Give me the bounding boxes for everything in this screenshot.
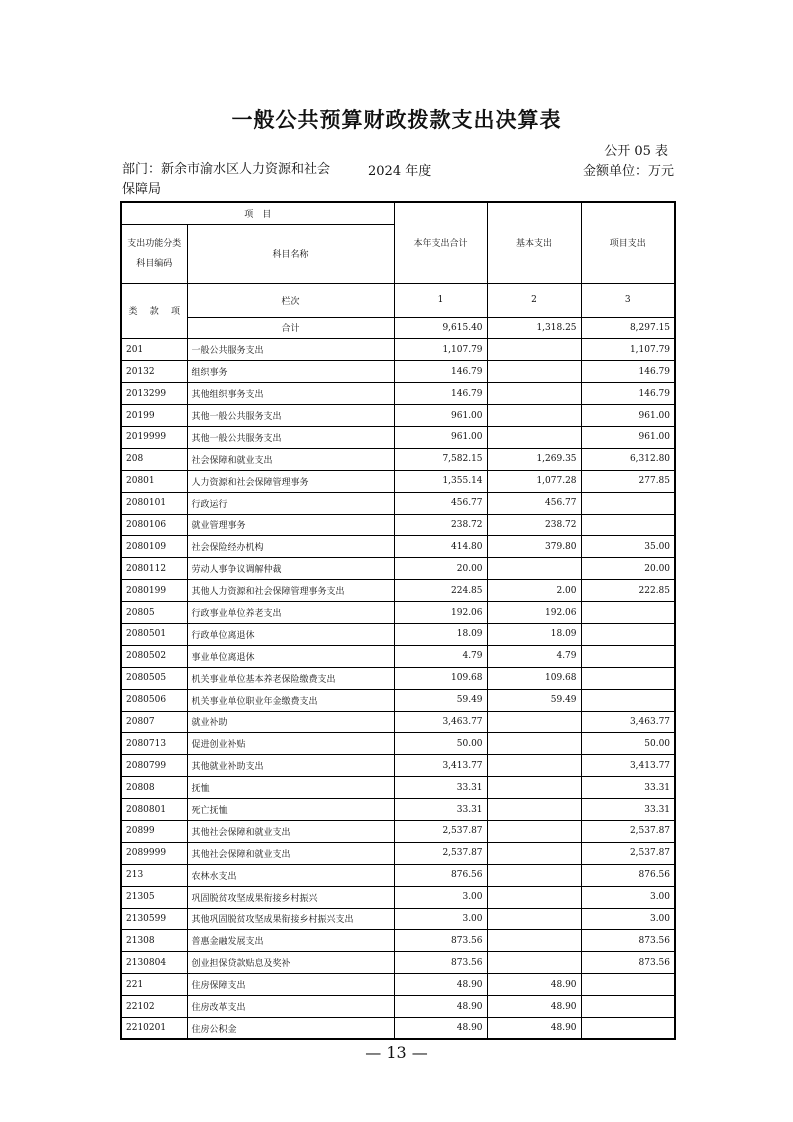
total-cell: 3.00: [394, 886, 487, 908]
name-cell: 机关事业单位基本养老保险缴费支出: [187, 667, 394, 689]
code-cell: 2089999: [121, 842, 187, 864]
code-cell: 2130804: [121, 952, 187, 974]
total-cell: 18.09: [394, 623, 487, 645]
project-cell: 277.85: [581, 470, 675, 492]
total-basic: 1,318.25: [487, 317, 581, 339]
name-cell: 机关事业单位职业年金缴费支出: [187, 689, 394, 711]
code-cell: 208: [121, 448, 187, 470]
code-cell: 20801: [121, 470, 187, 492]
table-row: [121, 426, 675, 448]
code-cell: 20805: [121, 602, 187, 624]
project-cell: 33.31: [581, 777, 675, 799]
code-cell: 2080501: [121, 623, 187, 645]
table-row: [121, 514, 675, 536]
table-row: [121, 755, 675, 777]
total-cell: 20.00: [394, 558, 487, 580]
name-cell: 住房改革支出: [187, 996, 394, 1018]
unit-label: 金额单位：万元: [582, 164, 674, 179]
year-label: 2024 年度: [368, 164, 432, 179]
code-cell: 20899: [121, 820, 187, 842]
total-cell: 3,463.77: [394, 711, 487, 733]
project-cell: 873.56: [581, 930, 675, 952]
basic-cell: 238.72: [487, 514, 581, 536]
name-cell: 其他社会保障和就业支出: [187, 820, 394, 842]
table-row: [121, 820, 675, 842]
total-cell: 33.31: [394, 799, 487, 821]
table-meta: [122, 160, 674, 200]
name-cell: 事业单位离退休: [187, 645, 394, 667]
project-cell: 6,312.80: [581, 448, 675, 470]
table-row: [121, 777, 675, 799]
total-cell: 1,355.14: [394, 470, 487, 492]
project-cell: 35.00: [581, 536, 675, 558]
header-index-3: 3: [581, 283, 675, 317]
project-cell: 20.00: [581, 558, 675, 580]
table-row: [121, 996, 675, 1018]
total-cell: 48.90: [394, 996, 487, 1018]
project-cell: [581, 974, 675, 996]
basic-cell: 48.90: [487, 974, 581, 996]
basic-cell: 1,077.28: [487, 470, 581, 492]
table-row: [121, 974, 675, 996]
table-row: [121, 645, 675, 667]
project-cell: 146.79: [581, 361, 675, 383]
basic-cell: 59.49: [487, 689, 581, 711]
table-row: [121, 602, 675, 624]
basic-cell: 192.06: [487, 602, 581, 624]
name-cell: 就业管理事务: [187, 514, 394, 536]
code-cell: 2019999: [121, 426, 187, 448]
table-row: [121, 864, 675, 886]
total-cell: 4.79: [394, 645, 487, 667]
basic-cell: [487, 842, 581, 864]
name-cell: 其他人力资源和社会保障管理事务支出: [187, 580, 394, 602]
header-index-2: 2: [487, 283, 581, 317]
project-cell: 222.85: [581, 580, 675, 602]
project-cell: 873.56: [581, 952, 675, 974]
code-cell: 22102: [121, 996, 187, 1018]
basic-cell: [487, 952, 581, 974]
expenditure-table: [120, 201, 676, 1040]
basic-cell: 379.80: [487, 536, 581, 558]
total-cell: 414.80: [394, 536, 487, 558]
project-cell: 961.00: [581, 405, 675, 427]
code-cell: 21305: [121, 886, 187, 908]
project-cell: [581, 667, 675, 689]
name-cell: 住房公积金: [187, 1018, 394, 1040]
name-cell: 行政事业单位养老支出: [187, 602, 394, 624]
project-cell: [581, 514, 675, 536]
name-cell: 人力资源和社会保障管理事务: [187, 470, 394, 492]
name-cell: 巩固脱贫攻坚成果衔接乡村振兴: [187, 886, 394, 908]
name-cell: 抚恤: [187, 777, 394, 799]
total-cell: 146.79: [394, 361, 487, 383]
total-cell: 873.56: [394, 930, 487, 952]
project-cell: [581, 492, 675, 514]
total-cell: 109.68: [394, 667, 487, 689]
total-cell: 224.85: [394, 580, 487, 602]
project-cell: 3.00: [581, 886, 675, 908]
code-cell: 2080799: [121, 755, 187, 777]
code-cell: 2080713: [121, 733, 187, 755]
project-cell: [581, 602, 675, 624]
table-row: [121, 405, 675, 427]
header-xiang: 项: [171, 307, 181, 318]
total-cell: 7,582.15: [394, 448, 487, 470]
basic-cell: [487, 799, 581, 821]
name-cell: 住房保障支出: [187, 974, 394, 996]
project-cell: [581, 623, 675, 645]
table-row: [121, 623, 675, 645]
total-cell: 48.90: [394, 1018, 487, 1040]
table-row: [121, 689, 675, 711]
basic-cell: 109.68: [487, 667, 581, 689]
header-index-1: 1: [394, 283, 487, 317]
table-row: [121, 711, 675, 733]
name-cell: 死亡抚恤: [187, 799, 394, 821]
total-cell: 146.79: [394, 383, 487, 405]
table-row: [121, 361, 675, 383]
code-cell: 2130599: [121, 908, 187, 930]
name-cell: 社会保障和就业支出: [187, 448, 394, 470]
project-cell: 3,463.77: [581, 711, 675, 733]
total-cell: 1,107.79: [394, 339, 487, 361]
total-cell: 456.77: [394, 492, 487, 514]
code-cell: 2080502: [121, 645, 187, 667]
name-cell: 行政运行: [187, 492, 394, 514]
total-cell: 2,537.87: [394, 842, 487, 864]
code-cell: 2080505: [121, 667, 187, 689]
basic-cell: [487, 886, 581, 908]
code-cell: 221: [121, 974, 187, 996]
basic-cell: [487, 820, 581, 842]
total-cell: 48.90: [394, 974, 487, 996]
project-cell: [581, 996, 675, 1018]
basic-cell: 4.79: [487, 645, 581, 667]
code-cell: 2080112: [121, 558, 187, 580]
name-cell: 其他就业补助支出: [187, 755, 394, 777]
table-row: [121, 492, 675, 514]
project-cell: 33.31: [581, 799, 675, 821]
name-cell: 一般公共服务支出: [187, 339, 394, 361]
name-cell: 社会保险经办机构: [187, 536, 394, 558]
basic-cell: 48.90: [487, 1018, 581, 1040]
total-cell: 2,537.87: [394, 820, 487, 842]
total-cell: 33.31: [394, 777, 487, 799]
project-cell: 961.00: [581, 426, 675, 448]
table-row: [121, 952, 675, 974]
project-cell: 146.79: [581, 383, 675, 405]
table-row: [121, 930, 675, 952]
code-cell: 21308: [121, 930, 187, 952]
basic-cell: 18.09: [487, 623, 581, 645]
table-row: [121, 558, 675, 580]
total-cell: 238.72: [394, 514, 487, 536]
total-cell: 876.56: [394, 864, 487, 886]
header-row-item: [121, 202, 675, 224]
project-cell: 3.00: [581, 908, 675, 930]
name-cell: 就业补助: [187, 711, 394, 733]
code-cell: 20807: [121, 711, 187, 733]
basic-cell: [487, 339, 581, 361]
table-row: [121, 886, 675, 908]
code-cell: 2080106: [121, 514, 187, 536]
total-cell: 961.00: [394, 426, 487, 448]
project-cell: 2,537.87: [581, 842, 675, 864]
total-cell: 873.56: [394, 952, 487, 974]
code-cell: 2013299: [121, 383, 187, 405]
table-row: [121, 842, 675, 864]
project-cell: 2,537.87: [581, 820, 675, 842]
basic-cell: [487, 711, 581, 733]
table-row: [121, 733, 675, 755]
basic-cell: 1,269.35: [487, 448, 581, 470]
page-number: — 13 —: [365, 1043, 428, 1062]
basic-cell: 2.00: [487, 580, 581, 602]
code-cell: 20132: [121, 361, 187, 383]
project-cell: 50.00: [581, 733, 675, 755]
code-cell: 201: [121, 339, 187, 361]
name-cell: 农林水支出: [187, 864, 394, 886]
basic-cell: 48.90: [487, 996, 581, 1018]
header-item: 项 目: [121, 202, 394, 224]
table-row: [121, 580, 675, 602]
project-cell: [581, 689, 675, 711]
name-cell: 行政单位离退休: [187, 623, 394, 645]
code-cell: 2080801: [121, 799, 187, 821]
total-cell: 961.00: [394, 405, 487, 427]
name-cell: 其他社会保障和就业支出: [187, 842, 394, 864]
basic-cell: [487, 383, 581, 405]
name-cell: 组织事务: [187, 361, 394, 383]
form-number: 公开 05 表: [604, 144, 668, 159]
basic-cell: 456.77: [487, 492, 581, 514]
header-subject-name: 科目名称: [187, 224, 394, 283]
table-row: [121, 339, 675, 361]
code-cell: 213: [121, 864, 187, 886]
header-row-label: 栏次: [187, 283, 394, 317]
table-row: [121, 383, 675, 405]
code-cell: 2080506: [121, 689, 187, 711]
total-amount: 9,615.40: [394, 317, 487, 339]
code-cell: 2080109: [121, 536, 187, 558]
name-cell: 其他一般公共服务支出: [187, 405, 394, 427]
basic-cell: [487, 908, 581, 930]
table-row: [121, 799, 675, 821]
header-row-index: [121, 283, 675, 317]
table-row: [121, 667, 675, 689]
project-cell: 1,107.79: [581, 339, 675, 361]
total-project: 8,297.15: [581, 317, 675, 339]
name-cell: 劳动人事争议调解仲裁: [187, 558, 394, 580]
project-cell: 3,413.77: [581, 755, 675, 777]
total-cell: 3.00: [394, 908, 487, 930]
code-cell: 2080101: [121, 492, 187, 514]
code-cell: 2210201: [121, 1018, 187, 1040]
basic-cell: [487, 777, 581, 799]
project-cell: [581, 1018, 675, 1040]
name-cell: 其他组织事务支出: [187, 383, 394, 405]
name-cell: 促进创业补贴: [187, 733, 394, 755]
name-cell: 其他巩固脱贫攻坚成果衔接乡村振兴支出: [187, 908, 394, 930]
table-row: [121, 908, 675, 930]
name-cell: 创业担保贷款贴息及奖补: [187, 952, 394, 974]
basic-cell: [487, 864, 581, 886]
total-cell: 192.06: [394, 602, 487, 624]
basic-cell: [487, 930, 581, 952]
header-col-basic: 基本支出: [487, 202, 581, 283]
page-title: 一般公共预算财政拨款支出决算表: [231, 108, 562, 132]
code-cell: 20808: [121, 777, 187, 799]
total-label: 合计: [187, 317, 394, 339]
header-col-project: 项目支出: [581, 202, 675, 283]
basic-cell: [487, 733, 581, 755]
table-row: [121, 470, 675, 492]
project-cell: [581, 645, 675, 667]
table-row: [121, 1018, 675, 1040]
code-cell: 20199: [121, 405, 187, 427]
header-func-code: 支出功能分类科目编码: [121, 224, 187, 283]
name-cell: 普惠金融发展支出: [187, 930, 394, 952]
table-row: [121, 448, 675, 470]
basic-cell: [487, 558, 581, 580]
basic-cell: [487, 361, 581, 383]
header-col-total: 本年支出合计: [394, 202, 487, 283]
department-label: 部门：新余市渝水区人力资源和社会保障局: [122, 162, 331, 197]
total-cell: 59.49: [394, 689, 487, 711]
header-lei: 类: [128, 307, 138, 318]
basic-cell: [487, 426, 581, 448]
basic-cell: [487, 405, 581, 427]
name-cell: 其他一般公共服务支出: [187, 426, 394, 448]
basic-cell: [487, 755, 581, 777]
total-cell: 3,413.77: [394, 755, 487, 777]
table-row: [121, 536, 675, 558]
total-cell: 50.00: [394, 733, 487, 755]
total-row: [121, 317, 675, 339]
header-code-levels: [121, 283, 187, 339]
project-cell: 876.56: [581, 864, 675, 886]
code-cell: 2080199: [121, 580, 187, 602]
header-kuan: 款: [149, 307, 159, 318]
